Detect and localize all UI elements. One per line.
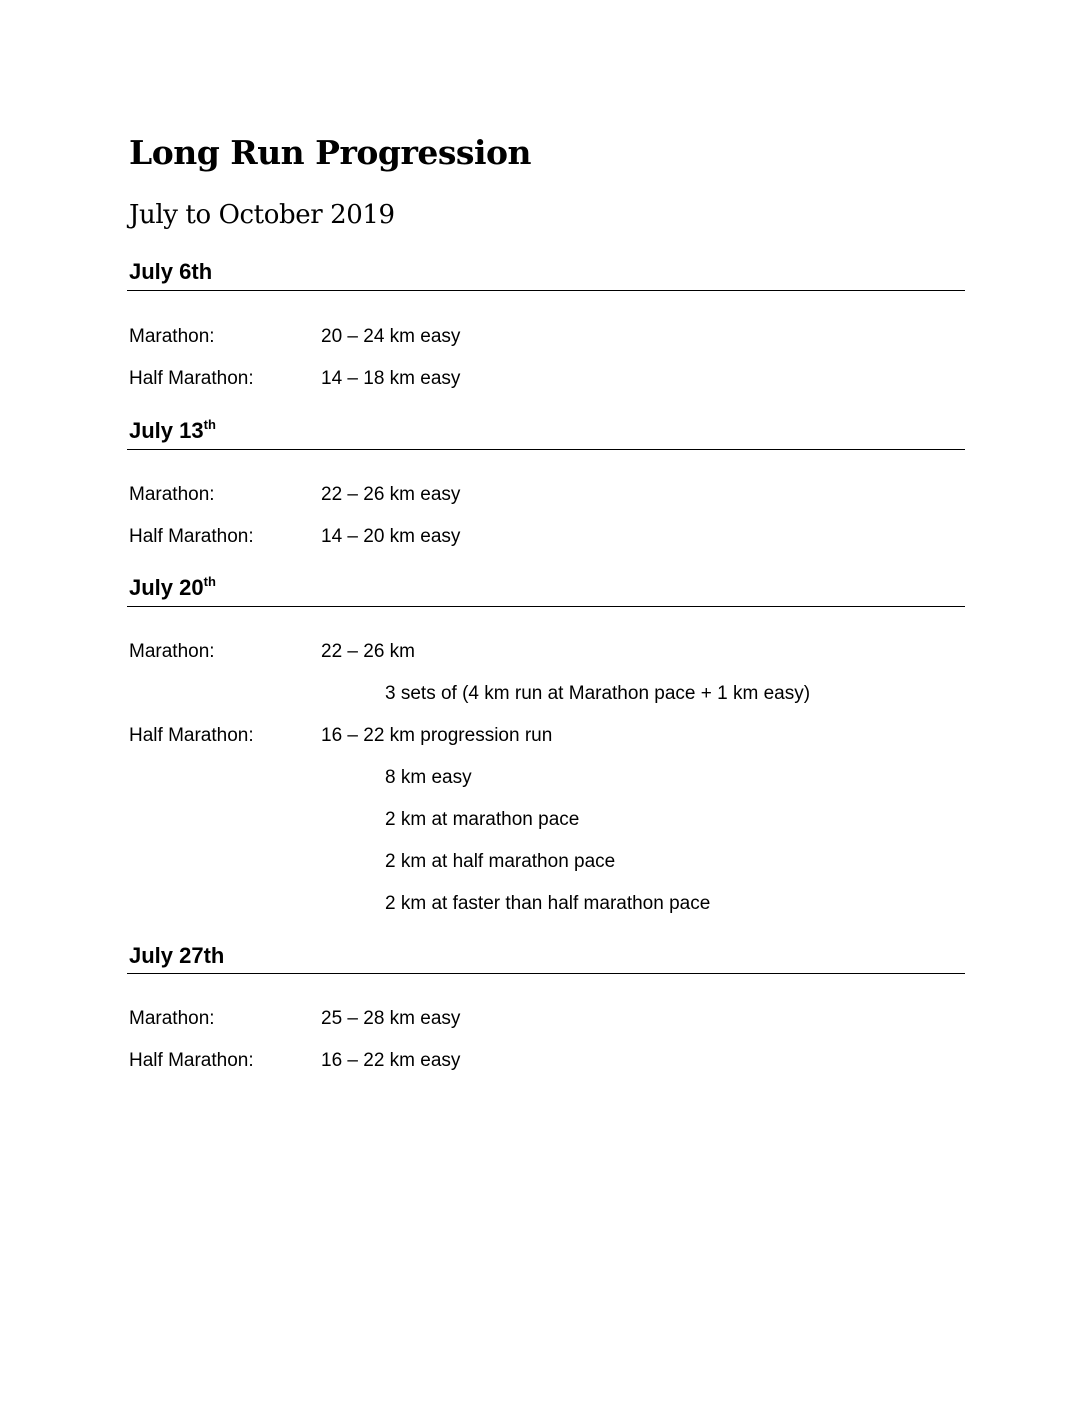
section-heading	[129, 257, 212, 287]
section-divider	[127, 606, 965, 607]
section-heading	[129, 573, 216, 603]
row-value: 14 – 20 km easy	[321, 526, 461, 547]
section-divider	[127, 449, 965, 450]
row-value: 16 – 22 km easy	[321, 1050, 461, 1071]
section-date: July 27th	[129, 943, 225, 968]
section-divider	[127, 290, 965, 291]
row-label: Marathon:	[129, 484, 215, 505]
row-label: Marathon:	[129, 1008, 215, 1029]
document-subtitle: July to October 2019	[129, 200, 395, 230]
row-label: Marathon:	[129, 641, 215, 662]
row-detail: 2 km at marathon pace	[385, 809, 580, 830]
row-label: Half Marathon:	[129, 368, 254, 389]
row-detail: 2 km at half marathon pace	[385, 851, 616, 872]
row-label: Half Marathon:	[129, 725, 254, 746]
section-divider	[127, 973, 965, 974]
document-title: Long Run Progression	[129, 133, 532, 172]
row-value: 22 – 26 km easy	[321, 484, 461, 505]
section-heading	[129, 941, 224, 971]
section-date: July 20	[129, 575, 204, 600]
row-label: Marathon:	[129, 326, 215, 347]
row-detail: 2 km at faster than half marathon pace	[385, 893, 711, 914]
row-value: 16 – 22 km progression run	[321, 725, 553, 746]
row-label: Half Marathon:	[129, 526, 254, 547]
section-date-suffix: th	[203, 574, 216, 589]
row-value: 20 – 24 km easy	[321, 326, 461, 347]
row-value: 14 – 18 km easy	[321, 368, 461, 389]
row-value: 25 – 28 km easy	[321, 1008, 461, 1029]
row-detail: 3 sets of (4 km run at Marathon pace + 1 km easy)	[385, 683, 811, 704]
row-value: 22 – 26 km	[321, 641, 415, 662]
section-date: July 13	[129, 418, 204, 443]
section-heading	[129, 416, 216, 446]
section-date-suffix: th	[203, 417, 216, 432]
section-date: July 6th	[129, 259, 213, 284]
row-detail: 8 km easy	[385, 767, 472, 788]
row-label: Half Marathon:	[129, 1050, 254, 1071]
